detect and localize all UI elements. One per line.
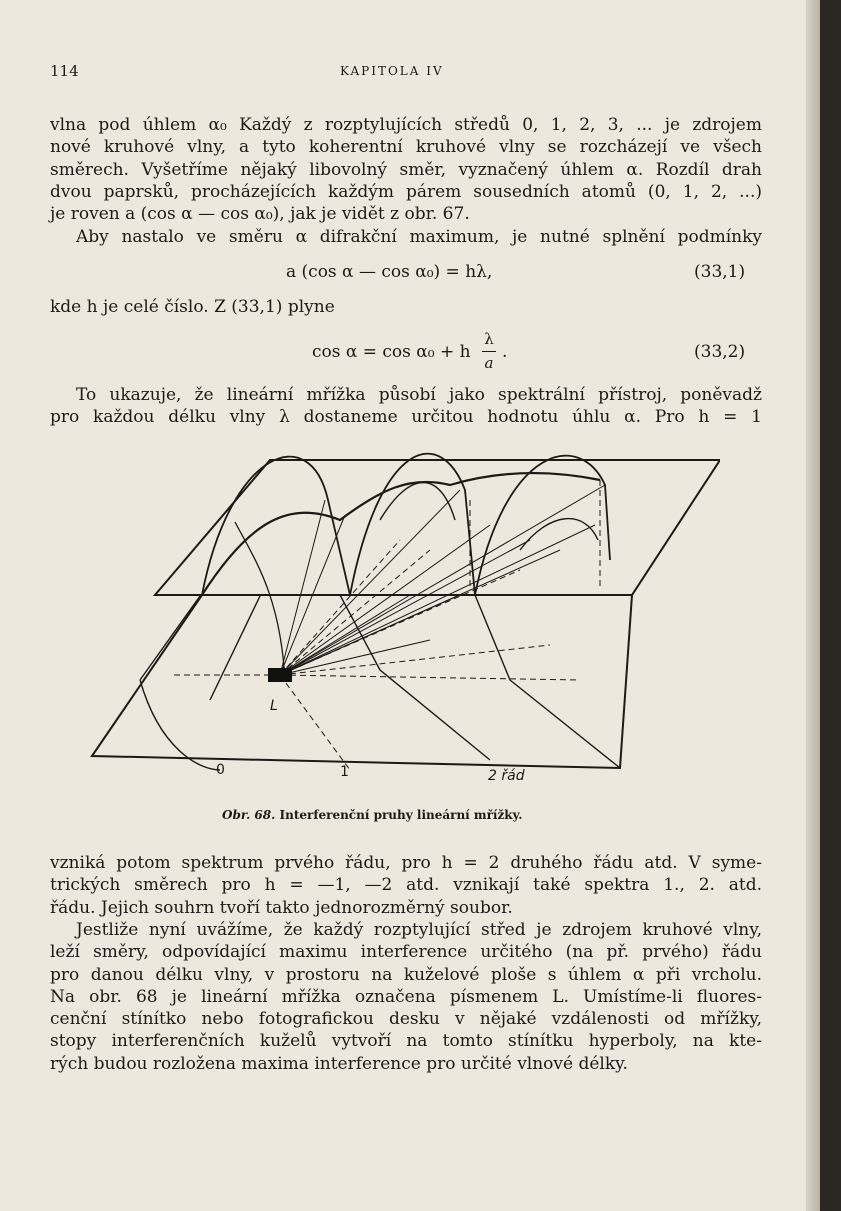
equation-number: (33,2) xyxy=(694,342,746,362)
text-line: cenční stínítko nebo fotografickou desku v nějaké vzdálenosti od mřížky, xyxy=(50,1009,762,1030)
text-line: rých budou rozložena maxima interference pro určité vlnové délky. xyxy=(50,1053,628,1074)
text-line: trických směrech pro h = —1, —2 atd. vznikají také spektra 1., 2. atd. xyxy=(50,875,762,896)
ray-bundle xyxy=(280,485,605,675)
curtain-left xyxy=(140,596,260,770)
text-line: Jestliže nyní uvážíme, že každý rozptylující střed je zdrojem kruhové vlny, xyxy=(76,920,762,940)
equation-left: cos α = cos α₀ + h xyxy=(312,342,471,362)
running-head: KAPITOLA IV xyxy=(340,64,444,78)
label-L: L xyxy=(270,698,278,714)
fringe-arch-2-lower xyxy=(520,519,598,550)
paragraph-5 xyxy=(50,919,762,1075)
fraction-numerator: λ xyxy=(484,330,494,348)
text-line: kde h je celé číslo. Z (33,1) plyne xyxy=(50,297,335,317)
equation-number: (33,1) xyxy=(694,262,746,282)
text-line: řádu. Jejich souhrn tvoří takto jednorozměrný soubor. xyxy=(50,897,513,918)
caption-prefix: Obr. 68. xyxy=(222,808,276,822)
label-0: 0 xyxy=(216,762,225,778)
grating-marker xyxy=(268,668,292,682)
text-line: leží směry, odpovídající maximu interference určitého (na př. prvého) řádu xyxy=(50,942,762,963)
curtain-right xyxy=(340,595,620,768)
equation-period: . xyxy=(502,342,508,362)
paragraph-3 xyxy=(50,384,762,429)
fraction-denominator: a xyxy=(484,354,494,372)
text-line: je roven a (cos α — cos α₀), jak je vidět z obr. 67. xyxy=(50,204,470,225)
text-line: stopy interferenčních kuželů vytvoří na tomto stínítku hyperboly, na kte- xyxy=(50,1031,762,1052)
fringe-arch-2 xyxy=(475,456,610,595)
lower-screen xyxy=(92,595,632,768)
text-line: vzniká potom spektrum prvého řádu, pro h = 2 druhého řádu atd. V syme- xyxy=(50,853,762,873)
fringe-arch-0-lower xyxy=(235,522,285,680)
text-line: směrech. Vyšetříme nějaký libovolný směr, vyznačený úhlem α. Rozdíl drah xyxy=(50,159,762,180)
hyperbola-curve xyxy=(202,473,600,595)
caption-text: Interferenční pruhy lineární mřížky. xyxy=(279,808,523,822)
page-number: 114 xyxy=(50,62,79,80)
fringe-arch-1 xyxy=(350,454,475,595)
paragraph-2 xyxy=(50,226,762,248)
text-line: nové kruhové vlny, a tyto koherentní kruhové vlny se rozcházejí ve všech xyxy=(50,137,762,158)
interference-figure xyxy=(80,430,720,790)
text-line: pro každou délku vlny λ dostaneme určitou hodnotu úhlu α. Pro h = 1 xyxy=(50,407,762,428)
text-line: Aby nastalo ve směru α difrakční maximum, je nutné splnění podmínky xyxy=(76,227,762,247)
text-line: vlna pod úhlem α₀ Každý z rozptylujících středů 0, 1, 2, 3, ... je zdrojem xyxy=(50,115,762,135)
equation-33-1: a (cos α — cos α₀) = hλ, xyxy=(286,262,493,282)
upper-screen xyxy=(155,460,720,595)
figure-caption xyxy=(222,808,522,822)
text-line: Na obr. 68 je lineární mřížka označena písmenem L. Umístíme-li fluores- xyxy=(50,986,762,1007)
text-line: pro danou délku vlny, v prostoru na kuželové ploše s úhlem α při vrcholu. xyxy=(50,964,762,985)
label-2-order: 2 řád xyxy=(488,768,525,784)
fringe-arch-0 xyxy=(202,457,350,595)
label-1: 1 xyxy=(340,764,349,780)
page-edge xyxy=(806,0,820,1211)
kde-line xyxy=(50,296,762,318)
paragraph-4 xyxy=(50,852,762,919)
paragraph-1 xyxy=(50,114,762,225)
text-line: To ukazuje, že lineární mřížka působí jako spektrální přístroj, poněvadž xyxy=(76,385,762,405)
text-line: dvou paprsků, procházejících každým párem sousedních atomů (0, 1, 2, ...) xyxy=(50,181,762,202)
